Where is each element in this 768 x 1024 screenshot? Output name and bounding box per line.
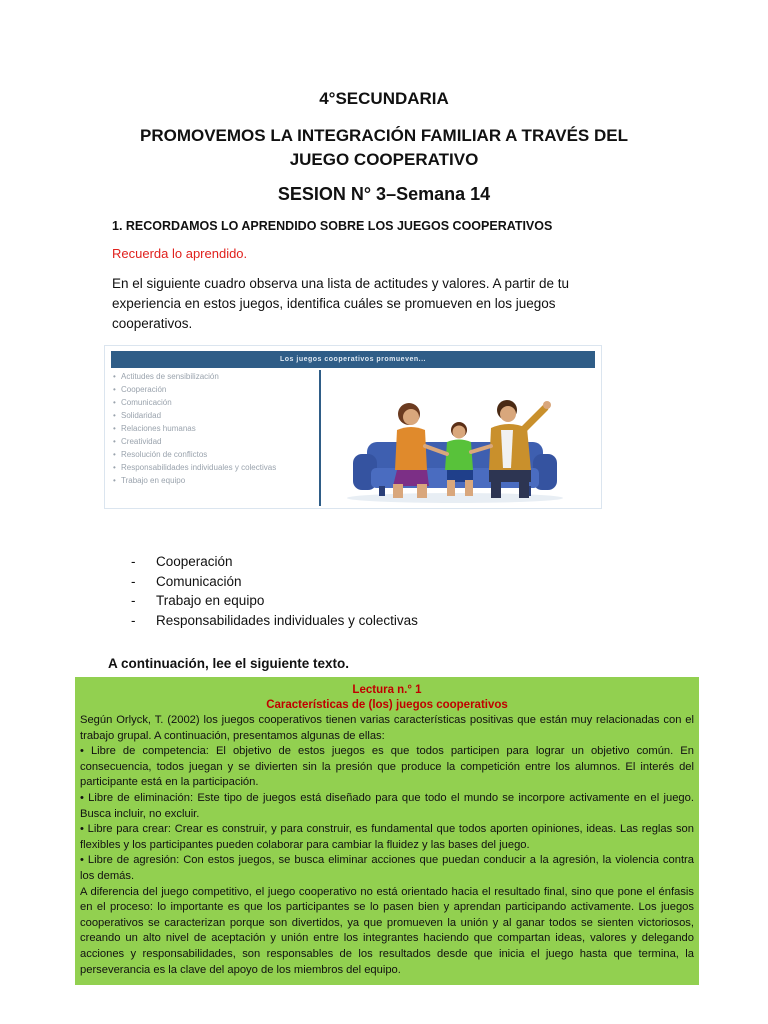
reading-number: Lectura n.° 1 bbox=[352, 684, 422, 696]
figure-item: • Comunicación bbox=[111, 396, 319, 409]
continue-instruction: A continuación, lee el siguiente texto. bbox=[108, 656, 350, 671]
figure-list bbox=[111, 370, 321, 506]
dash-marker: - bbox=[131, 593, 136, 608]
answer-list bbox=[131, 552, 418, 630]
intro-paragraph: En el siguiente cuadro observa una lista de actitudes y valores. A partir de tu experiencia en estos juegos, identifica cuáles se promueven en los juegos cooperativos. bbox=[112, 276, 570, 331]
list-item bbox=[131, 572, 418, 592]
values-figure bbox=[104, 345, 602, 509]
answer-text: Trabajo en equipo bbox=[156, 593, 265, 608]
dash-marker: - bbox=[131, 573, 136, 589]
reading-paragraph: • Libre de competencia: El objetivo de estos juegos es que todos participen para lograr un objetivo común. En consecuencia, todos juegan y se divierten sin la presión que produce la competición entre los alumnos. El interés del participante está en la participación. bbox=[80, 745, 694, 789]
grade-heading: 4°SECUNDARIA bbox=[319, 89, 449, 108]
figure-item: • Resolución de conflictos bbox=[111, 448, 319, 461]
page-title-text: PROMOVEMOS LA INTEGRACIÓN FAMILIAR A TRAVÉS DEL JUEGO COOPERATIVO bbox=[140, 126, 628, 169]
reading-title: Características de (los) juegos cooperativos bbox=[266, 699, 508, 711]
answer-text: Comunicación bbox=[156, 573, 242, 589]
dash-marker: - bbox=[131, 554, 136, 569]
reading-box bbox=[75, 677, 699, 985]
figure-item: • Solidaridad bbox=[111, 409, 319, 422]
figure-item: • Responsabilidades individuales y colectivas bbox=[111, 461, 319, 474]
reading-paragraph: • Libre de eliminación: Este tipo de juegos está diseñado para que todo el mundo se incorpore activamente en el juego. Busca incluir, no excluir. bbox=[80, 791, 694, 820]
answer-text: Responsabilidades individuales y colectivas bbox=[156, 612, 418, 628]
answer-text: Cooperación bbox=[156, 554, 233, 569]
reading-paragraph: • Libre de agresión: Con estos juegos, se busca eliminar acciones que puedan conducir a la agresión, la violencia contra los demás. bbox=[80, 854, 694, 882]
family-sofa-illustration bbox=[323, 370, 595, 506]
list-item bbox=[131, 552, 418, 572]
figure-item: • Cooperación bbox=[111, 383, 319, 396]
reading-paragraph: Según Orlyck, T. (2002) los juegos cooperativos tienen varias características positivas que están muy relacionadas con el trabajo grupal. A continuación, presentamos algunas de ellas: bbox=[80, 714, 694, 742]
list-item bbox=[131, 591, 418, 611]
figure-item: • Relaciones humanas bbox=[111, 422, 319, 435]
reading-paragraph: • Libre para crear: Crear es construir, y para construir, es fundamental que todos aporten opiniones, ideas. Las reglas son flexibles y los participantes pueden colaborar para cambiar la fluidez y las bases del juego. bbox=[80, 823, 694, 851]
page-title bbox=[0, 124, 768, 172]
figure-item: • Trabajo en equipo bbox=[111, 474, 319, 487]
figure-header: Los juegos cooperativos promueven... bbox=[111, 351, 595, 368]
list-item bbox=[131, 611, 418, 631]
reading-paragraph: A diferencia del juego competitivo, el juego cooperativo no está orientado hacia el resultado final, sino que pone el énfasis en el proceso: lo importante es que los participantes se lo pasen bien y aprendan participando activamente. Los juegos cooperativos se caracterizan porque son divertidos, ya que promueven la unión y al ganar todos se sienten victoriosos, creando un alto nivel de aceptación y unión entre los integrantes haciendo que compartan ideas, valores y delegando acciones y responsabilidades, son responsables de los resultados desde que inicia el juego hasta que termina, la perseverancia es la clave del apoyo de los miembros del equipo. bbox=[80, 885, 694, 976]
reminder-text: Recuerda lo aprendido. bbox=[112, 246, 248, 261]
dash-marker: - bbox=[131, 612, 136, 628]
session-heading: SESION N° 3–Semana 14 bbox=[277, 184, 491, 204]
figure-item: • Actitudes de sensibilización bbox=[111, 370, 319, 383]
figure-item: • Creatividad bbox=[111, 435, 319, 448]
section-heading: 1. RECORDAMOS LO APRENDIDO SOBRE LOS JUEGOS COOPERATIVOS bbox=[112, 219, 553, 233]
